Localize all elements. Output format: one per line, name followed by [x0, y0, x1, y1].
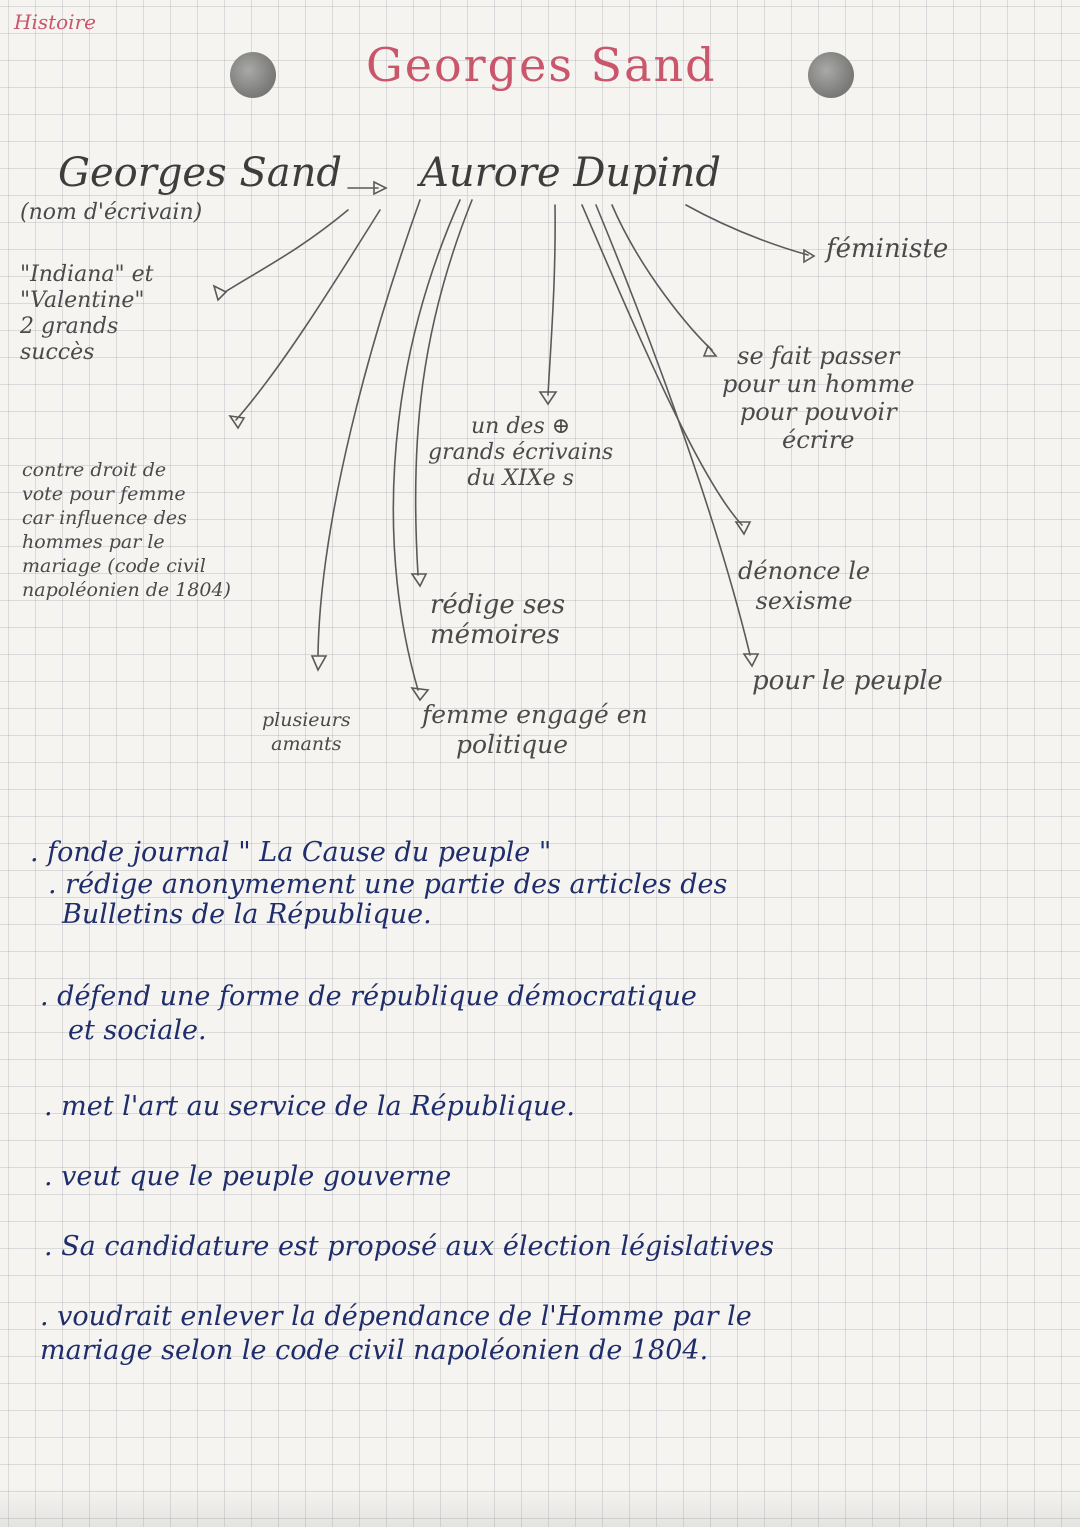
arrow-indiana: [225, 210, 348, 292]
center-right-name: Aurore Dupind: [420, 150, 721, 196]
node-ecrivain: un des ⊕ grands écrivains du XIXe s: [428, 414, 614, 491]
arrow-feministe: [686, 205, 808, 255]
node-vote: contre droit de vote pour femme car influence des hommes par le mariage (code civil napoléonien de 1804): [22, 459, 231, 601]
note-item: . fonde journal " La Cause du peuple ": [30, 837, 552, 868]
node-indiana: "Indiana" et "Valentine" 2 grands succès: [20, 262, 154, 365]
arrow-vote: [236, 210, 380, 420]
center-left-name: Georges Sand: [58, 150, 342, 196]
note-item: . voudrait enlever la dépendance de l'Homme par le mariage selon le code civil napoléonien de 1804.: [40, 1301, 752, 1366]
note-item: . veut que le peuple gouverne: [44, 1161, 452, 1192]
pen-name-note: (nom d'écrivain): [20, 200, 203, 225]
page-title: Georges Sand: [366, 38, 717, 92]
node-politique: femme engagé en politique: [422, 700, 648, 759]
node-homme: se fait passer pour un homme pour pouvoir écrire: [722, 342, 915, 454]
note-item: . rédige anonymement une partie des articles des Bulletins de la République.: [48, 869, 728, 930]
subject-label: Histoire: [14, 10, 96, 34]
note-item: . défend une forme de république démocratique et sociale.: [40, 981, 697, 1046]
arrow-homme: [612, 205, 712, 350]
arrow-memoires: [416, 200, 472, 575]
note-item: . met l'art au service de la République.: [44, 1091, 575, 1122]
node-amants: plusieurs amants: [262, 709, 351, 755]
note-item: . Sa candidature est proposé aux élection législatives: [44, 1231, 775, 1262]
node-sexisme: dénonce le sexisme: [738, 557, 871, 615]
arrow-ecrivain: [548, 205, 555, 395]
arrow-amants: [318, 200, 420, 655]
node-peuple: pour le peuple: [752, 666, 943, 696]
node-feministe: féministe: [826, 234, 949, 264]
node-memoires: rédige ses mémoires: [430, 590, 566, 650]
